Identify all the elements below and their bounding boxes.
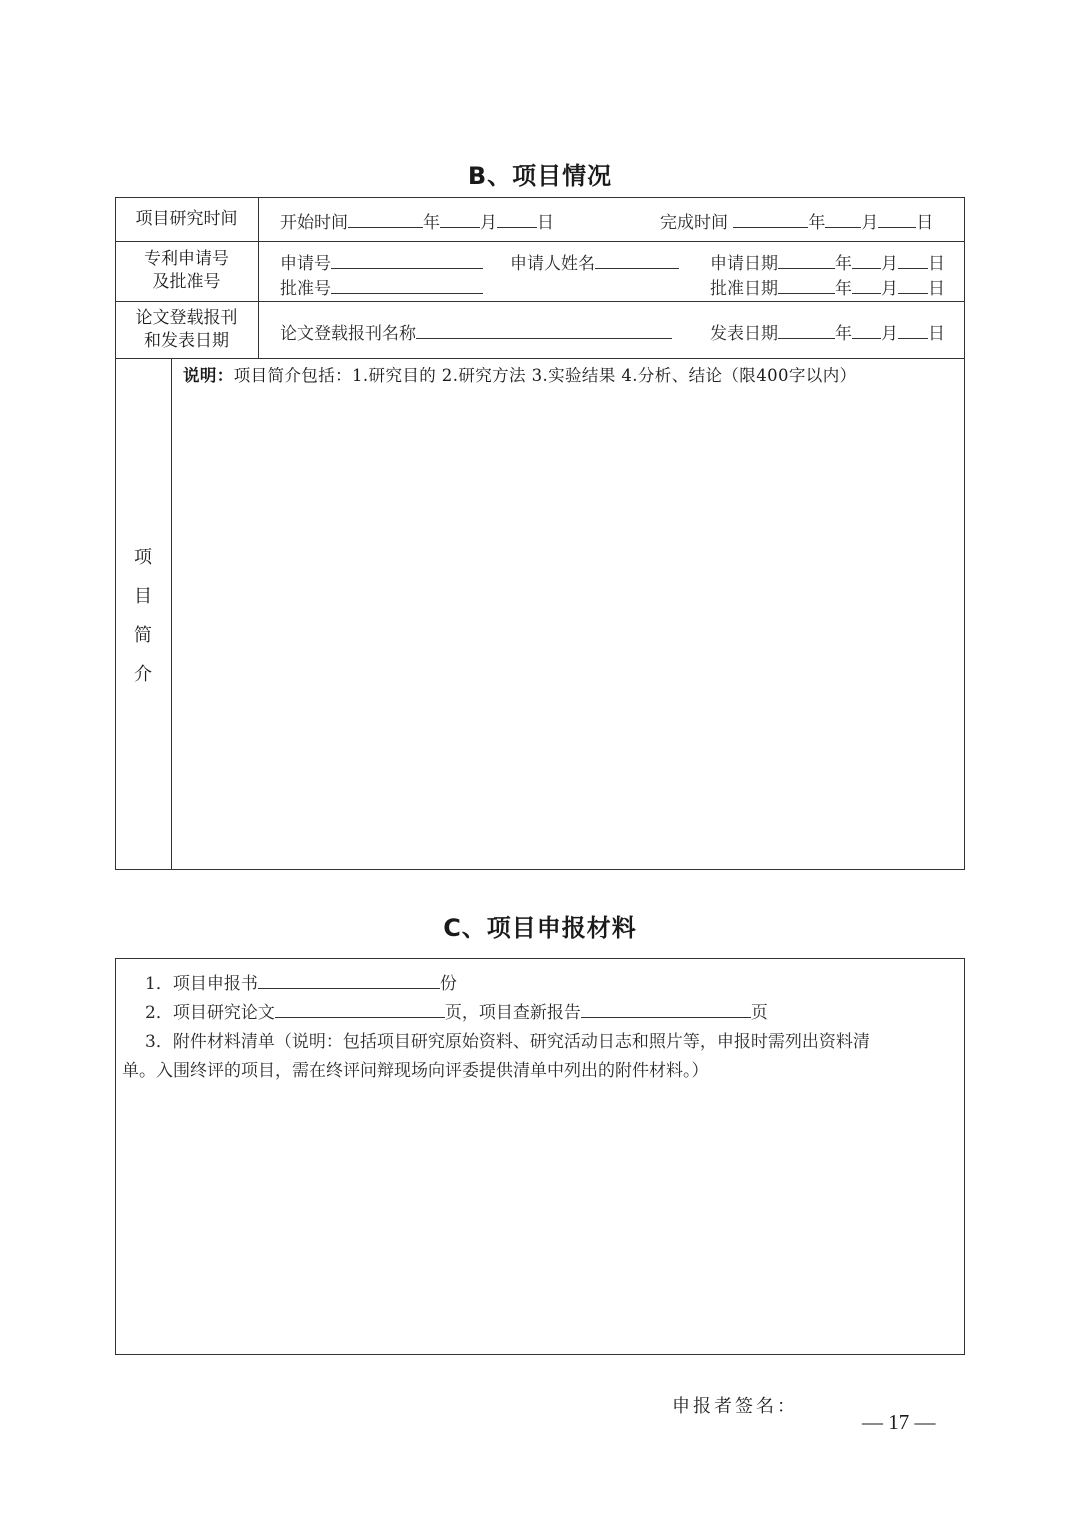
publish-date-label: 发表日期 xyxy=(710,324,778,344)
paper-label xyxy=(115,307,258,353)
month-label: 月 xyxy=(881,279,898,299)
applicant-name-label: 申请人姓名 xyxy=(510,254,595,274)
paper-label-line2: 和发表日期 xyxy=(144,331,229,351)
approve-date-field xyxy=(710,274,945,299)
approve-month-blank[interactable] xyxy=(852,278,881,294)
day-label: 日 xyxy=(928,324,945,344)
start-time-field xyxy=(280,208,554,233)
row-divider xyxy=(115,241,965,242)
journal-name-field xyxy=(280,319,672,344)
year-label: 年 xyxy=(808,213,826,233)
application-form-label: 1．项目申报书 xyxy=(145,974,258,994)
finish-time-label: 完成时间 xyxy=(660,213,728,233)
journal-name-blank[interactable] xyxy=(416,323,672,339)
apply-number-label: 申请号 xyxy=(280,254,331,274)
month-label: 月 xyxy=(881,254,898,274)
start-month-blank[interactable] xyxy=(440,212,480,228)
research-time-label: 项目研究时间 xyxy=(135,209,238,229)
row-divider xyxy=(115,358,965,359)
publish-date-field xyxy=(710,319,945,344)
finish-time-field xyxy=(660,208,933,233)
section-c-title: C、项目申报材料 xyxy=(443,914,637,942)
summary-instruction-prefix: 说明： xyxy=(183,366,234,385)
start-time-label: 开始时间 xyxy=(280,213,348,233)
materials-text-area[interactable] xyxy=(118,1090,962,1352)
journal-name-label: 论文登载报刊名称 xyxy=(280,324,416,344)
apply-number-field xyxy=(280,249,483,274)
finish-day-blank[interactable] xyxy=(878,212,916,228)
summary-instruction-text: 项目简介包括：1.研究目的 2.研究方法 3.实验结果 4.分析、结论（限400字以内） xyxy=(233,366,857,385)
year-label: 年 xyxy=(835,254,852,274)
month-label: 月 xyxy=(861,213,879,233)
research-paper-pages-blank[interactable] xyxy=(275,1002,445,1018)
materials-item-3-line1: 3．附件材料清单（说明：包括项目研究原始资料、研究活动日志和照片等，申报时需列出资料清 xyxy=(145,1032,870,1052)
col-divider xyxy=(171,358,172,870)
novelty-report-label: 页，项目查新报告 xyxy=(444,1003,581,1023)
summary-text-area[interactable] xyxy=(174,392,962,867)
day-label: 日 xyxy=(916,213,934,233)
materials-item-3-line2: 单。入围终评的项目，需在终评问辩现场向评委提供清单中列出的附件材料。） xyxy=(122,1061,709,1081)
day-label: 日 xyxy=(928,254,945,274)
summary-char: 目 xyxy=(134,586,152,607)
publish-year-blank[interactable] xyxy=(778,323,835,339)
apply-day-blank[interactable] xyxy=(898,253,928,269)
applicant-name-blank[interactable] xyxy=(595,253,679,269)
publish-month-blank[interactable] xyxy=(852,323,881,339)
materials-item-1 xyxy=(145,970,457,999)
summary-char: 简 xyxy=(134,625,152,646)
year-label: 年 xyxy=(835,324,852,344)
apply-year-blank[interactable] xyxy=(778,253,835,269)
apply-date-label: 申请日期 xyxy=(710,254,778,274)
day-label: 日 xyxy=(537,213,554,233)
apply-month-blank[interactable] xyxy=(852,253,881,269)
research-paper-label: 2．项目研究论文 xyxy=(145,1003,275,1023)
summary-instruction xyxy=(183,362,857,386)
start-year-blank[interactable] xyxy=(348,212,423,228)
novelty-report-pages-blank[interactable] xyxy=(581,1002,751,1018)
approve-number-label: 批准号 xyxy=(280,279,331,299)
approve-year-blank[interactable] xyxy=(778,278,835,294)
day-label: 日 xyxy=(928,279,945,299)
approve-date-label: 批准日期 xyxy=(710,279,778,299)
patent-label xyxy=(115,248,258,294)
col-divider xyxy=(258,197,259,358)
year-label: 年 xyxy=(835,279,852,299)
paper-label-line1: 论文登载报刊 xyxy=(135,308,238,328)
summary-char: 项 xyxy=(134,547,152,568)
year-label: 年 xyxy=(423,213,440,233)
approve-day-blank[interactable] xyxy=(898,278,928,294)
finish-year-blank[interactable] xyxy=(733,212,808,228)
summary-char: 介 xyxy=(134,664,152,685)
month-label: 月 xyxy=(480,213,497,233)
month-label: 月 xyxy=(881,324,898,344)
project-summary-label xyxy=(131,538,155,694)
applicant-signature-label: 申报者签名： xyxy=(672,1396,798,1417)
approve-number-field xyxy=(280,274,483,299)
application-form-count-blank[interactable] xyxy=(258,973,440,989)
row-divider xyxy=(115,301,965,302)
publish-day-blank[interactable] xyxy=(898,323,928,339)
pages-unit: 页 xyxy=(750,1003,768,1023)
page-number: — 17 — xyxy=(862,1410,936,1434)
approve-number-blank[interactable] xyxy=(331,278,483,294)
start-day-blank[interactable] xyxy=(497,212,537,228)
copies-unit: 份 xyxy=(439,974,457,994)
applicant-name-field xyxy=(510,249,679,274)
section-b-title: B、项目情况 xyxy=(467,162,613,190)
finish-month-blank[interactable] xyxy=(825,212,861,228)
apply-date-field xyxy=(710,249,945,274)
materials-item-2 xyxy=(145,999,768,1028)
patent-label-line1: 专利申请号 xyxy=(144,249,229,269)
apply-number-blank[interactable] xyxy=(331,253,483,269)
patent-label-line2: 及批准号 xyxy=(152,272,221,292)
